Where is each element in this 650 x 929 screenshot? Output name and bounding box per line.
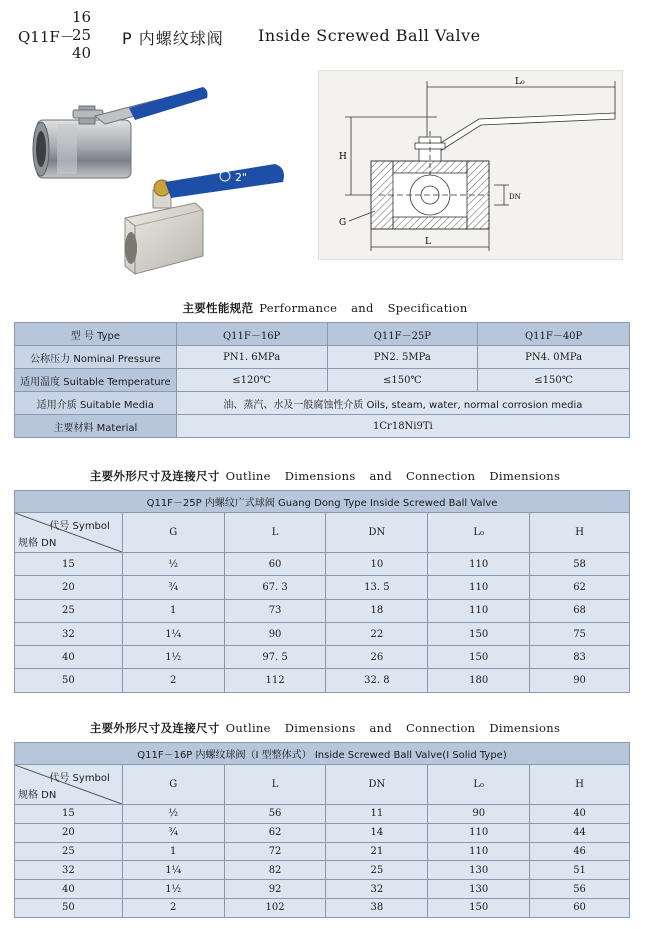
table-cell-span: 油、蒸汽、水及一般腐蚀性介质 Oils, steam, water, normal corrosion media — [176, 392, 629, 415]
table-cell: 150 — [428, 622, 530, 645]
table-row — [15, 823, 630, 842]
table-cell: 62 — [224, 823, 326, 842]
corner-dn: 规格 DN — [18, 790, 57, 801]
column-header: H — [530, 765, 630, 805]
handle-size-label: 2" — [235, 171, 248, 184]
table-cell: 83 — [530, 646, 630, 669]
dimensions1-body — [15, 553, 630, 693]
table-cell: PN1. 6MPa — [176, 346, 327, 369]
table-caption-row — [15, 491, 630, 513]
performance-heading — [0, 300, 650, 316]
row-dn-cell: 25 — [15, 599, 123, 622]
table-cell: 21 — [326, 842, 428, 861]
label-g: G — [339, 218, 347, 228]
table-cell: 68 — [530, 599, 630, 622]
table-row — [15, 599, 630, 622]
table-row — [15, 669, 630, 692]
table-cell: 110 — [428, 842, 530, 861]
performance-heading-cn: 主要性能规范 — [182, 301, 254, 315]
dimensions1-heading — [0, 468, 650, 484]
table-cell: Q11F－16P — [176, 323, 327, 346]
row-dn-cell: 32 — [15, 622, 123, 645]
table-cell: 110 — [428, 599, 530, 622]
model-code — [18, 8, 118, 60]
table-cell: 32. 8 — [326, 669, 428, 692]
table-cell: 75 — [530, 622, 630, 645]
table-cell: 1½ — [122, 646, 224, 669]
row-dn-cell: 20 — [15, 823, 123, 842]
label-lo: L₀ — [515, 77, 525, 87]
performance-heading-en: Performance and Specification — [259, 301, 468, 315]
column-header: L — [224, 765, 326, 805]
column-header: G — [122, 513, 224, 553]
table-cell: 13. 5 — [326, 576, 428, 599]
corner-dn: 规格 DN — [18, 538, 57, 549]
table-row — [15, 323, 630, 346]
table-cell: 110 — [428, 553, 530, 576]
table-cell: PN4. 0MPa — [478, 346, 630, 369]
dimensions2-heading-cn: 主要外形尺寸及连接尺寸 — [89, 721, 220, 735]
pressure-25: 25 — [72, 26, 92, 44]
table-cell: 14 — [326, 823, 428, 842]
corner-symbol: 代号 Symbol — [49, 773, 110, 784]
table-cell: 150 — [428, 646, 530, 669]
table-cell: 150 — [428, 898, 530, 917]
table-cell: 56 — [530, 880, 630, 899]
column-header: G — [122, 765, 224, 805]
row-dn-cell: 25 — [15, 842, 123, 861]
product-photos — [25, 78, 295, 278]
table-cell: 56 — [224, 805, 326, 824]
corner-symbol: 代号 Symbol — [49, 521, 110, 532]
table-cell: 1¼ — [122, 861, 224, 880]
table-cell: ¾ — [122, 576, 224, 599]
table-cell: 32 — [326, 880, 428, 899]
table-cell: 90 — [224, 622, 326, 645]
technical-drawing — [318, 70, 623, 260]
table-cell: ≤150℃ — [478, 369, 630, 392]
model-prefix: Q11F－ — [18, 28, 75, 46]
valve-photo-image — [25, 78, 295, 278]
table-row — [15, 861, 630, 880]
column-header: L₀ — [428, 513, 530, 553]
pressure-16: 16 — [72, 8, 92, 26]
table-cell: Q11F－25P — [327, 323, 478, 346]
table-cell: 112 — [224, 669, 326, 692]
table-row — [15, 346, 630, 369]
table-cell: 72 — [224, 842, 326, 861]
column-header: H — [530, 513, 630, 553]
valve-section-drawing — [319, 71, 624, 261]
table-cell: 67. 3 — [224, 576, 326, 599]
table-cell: 2 — [122, 898, 224, 917]
dimensions1-table — [14, 490, 630, 693]
table-cell: 60 — [530, 898, 630, 917]
table-cell: 130 — [428, 880, 530, 899]
table-row — [15, 553, 630, 576]
table-cell: ≤120℃ — [176, 369, 327, 392]
row-dn-cell: 40 — [15, 646, 123, 669]
table-cell: 38 — [326, 898, 428, 917]
dimensions1-heading-en: Outline Dimensions and Connection Dimensions — [225, 469, 561, 483]
table-cell: 92 — [224, 880, 326, 899]
table-cell: 1 — [122, 599, 224, 622]
column-header: DN — [326, 765, 428, 805]
table-cell: ≤150℃ — [327, 369, 478, 392]
corner-header — [15, 513, 123, 553]
table-cell: 58 — [530, 553, 630, 576]
table-cell: 102 — [224, 898, 326, 917]
dimensions2-table — [14, 742, 630, 918]
table-cell: 60 — [224, 553, 326, 576]
dimensions1-heading-cn: 主要外形尺寸及连接尺寸 — [89, 469, 220, 483]
table-caption: Q11F－16P 内螺纹球阀（I 型整体式） Inside Screwed Ball Valve(I Solid Type) — [15, 743, 630, 765]
table-cell: 110 — [428, 576, 530, 599]
row-label: 型 号 Type — [15, 323, 177, 346]
column-header: L₀ — [428, 765, 530, 805]
table-row — [15, 392, 630, 415]
table-cell: ¾ — [122, 823, 224, 842]
dimensions2-heading — [0, 720, 650, 736]
table-cell: 1 — [122, 842, 224, 861]
table-cell: 130 — [428, 861, 530, 880]
column-header: DN — [326, 513, 428, 553]
table-caption-row — [15, 743, 630, 765]
table-row — [15, 622, 630, 645]
table-header-row — [15, 765, 630, 805]
row-label: 适用介质 Suitable Media — [15, 392, 177, 415]
label-dn: DN — [509, 193, 521, 201]
row-dn-cell: 32 — [15, 861, 123, 880]
table-cell: 73 — [224, 599, 326, 622]
table-cell: 11 — [326, 805, 428, 824]
table-row — [15, 415, 630, 438]
row-dn-cell: 15 — [15, 805, 123, 824]
row-label: 主要材料 Material — [15, 415, 177, 438]
row-dn-cell: 50 — [15, 898, 123, 917]
row-dn-cell: 15 — [15, 553, 123, 576]
table-cell: 44 — [530, 823, 630, 842]
table-cell: Q11F－40P — [478, 323, 630, 346]
performance-table — [14, 322, 630, 438]
table-header-row — [15, 513, 630, 553]
table-cell: 25 — [326, 861, 428, 880]
table-row — [15, 646, 630, 669]
table-row — [15, 880, 630, 899]
table-cell: 90 — [428, 805, 530, 824]
row-label: 公称压力 Nominal Pressure — [15, 346, 177, 369]
column-header: L — [224, 513, 326, 553]
table-row — [15, 369, 630, 392]
table-row — [15, 805, 630, 824]
table-cell: 180 — [428, 669, 530, 692]
title-chinese: P 内螺纹球阀 — [122, 29, 224, 48]
pressure-40: 40 — [72, 44, 92, 62]
table-cell: 22 — [326, 622, 428, 645]
title-english: Inside Screwed Ball Valve — [258, 26, 481, 45]
table-cell: 1¼ — [122, 622, 224, 645]
table-cell: ½ — [122, 553, 224, 576]
table-cell-span: 1Cr18Ni9Ti — [176, 415, 629, 438]
row-dn-cell: 40 — [15, 880, 123, 899]
table-cell: 26 — [326, 646, 428, 669]
table-cell: 46 — [530, 842, 630, 861]
dimensions2-body — [15, 805, 630, 918]
steel-valve-photo — [33, 87, 208, 178]
table-cell: 40 — [530, 805, 630, 824]
table-cell: 97. 5 — [224, 646, 326, 669]
table-cell: ½ — [122, 805, 224, 824]
table-row — [15, 842, 630, 861]
table-cell: 62 — [530, 576, 630, 599]
table-cell: 90 — [530, 669, 630, 692]
table-cell: 18 — [326, 599, 428, 622]
label-h: H — [339, 152, 347, 162]
table-cell: 2 — [122, 669, 224, 692]
table-row — [15, 898, 630, 917]
table-cell: 10 — [326, 553, 428, 576]
table-cell: 82 — [224, 861, 326, 880]
table-cell: PN2. 5MPa — [327, 346, 478, 369]
row-dn-cell: 20 — [15, 576, 123, 599]
table-caption: Q11F－25P 内螺纹广式球阀 Guang Dong Type Inside Screwed Ball Valve — [15, 491, 630, 513]
cast-valve-photo — [125, 164, 284, 274]
table-cell: 1½ — [122, 880, 224, 899]
corner-header — [15, 765, 123, 805]
row-label: 适用温度 Suitable Temperature — [15, 369, 177, 392]
label-l: L — [425, 237, 431, 247]
dimensions2-heading-en: Outline Dimensions and Connection Dimensions — [225, 721, 561, 735]
row-dn-cell: 50 — [15, 669, 123, 692]
table-cell: 51 — [530, 861, 630, 880]
table-cell: 110 — [428, 823, 530, 842]
table-row — [15, 576, 630, 599]
page-header — [18, 8, 638, 60]
